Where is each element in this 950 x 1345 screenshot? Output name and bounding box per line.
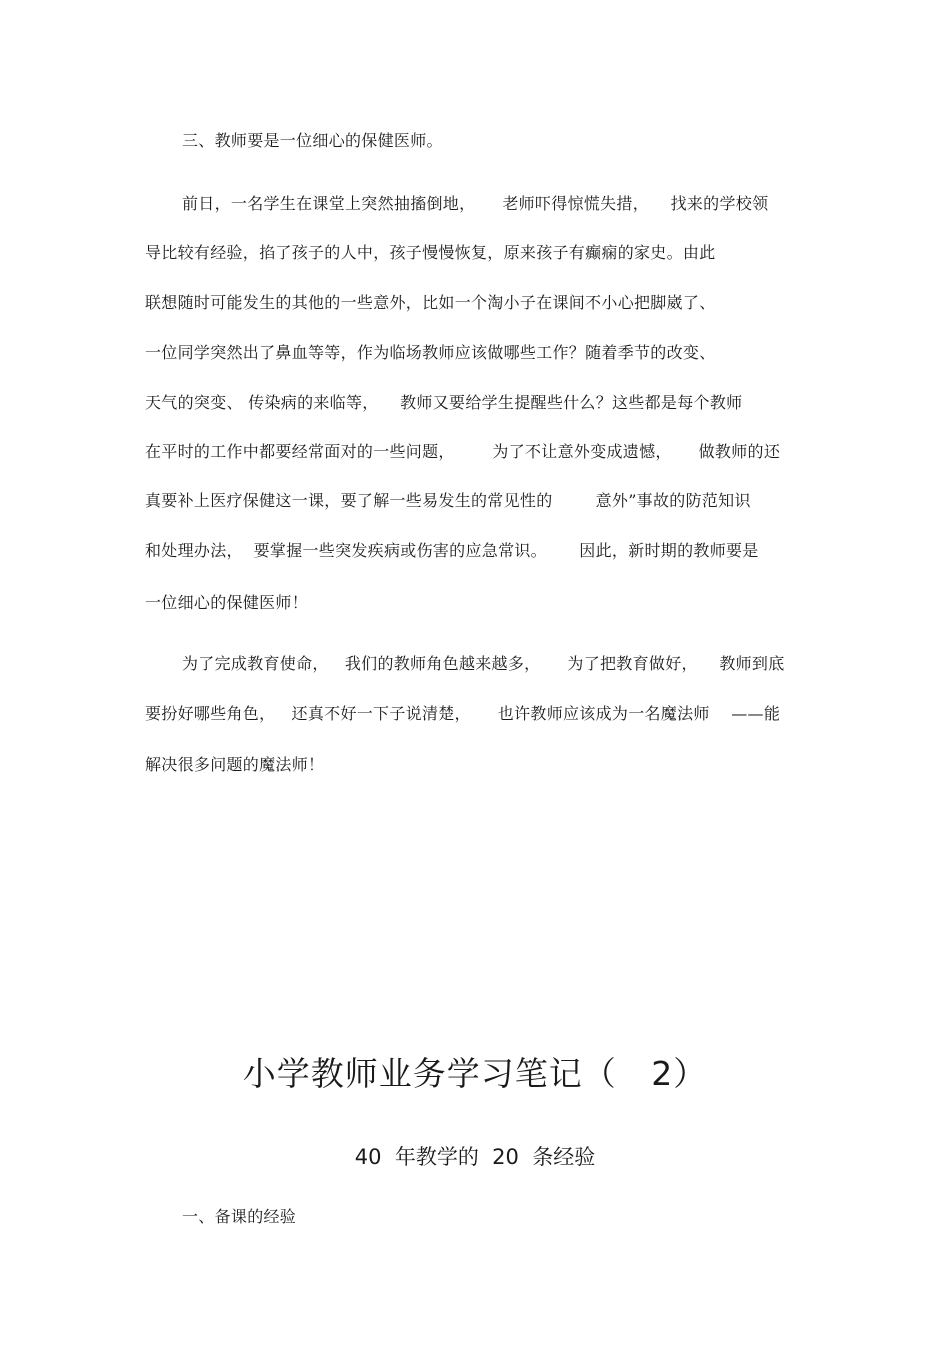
section-heading: 三、教师要是一位细心的保健医师。 [182,131,443,150]
paragraph-line: 导比较有经验，掐了孩子的人中，孩子慢慢恢复，原来孩子有癫痫的家史。由此 [145,243,716,262]
paragraph-line: 在平时的工作中都要经常面对的一些问题， 为了不让意外变成遗憾， 做教师的还 [145,442,781,461]
section-heading: 一、备课的经验 [182,1207,297,1226]
paragraph-line: 前日，一名学生在课堂上突然抽搐倒地， 老师吓得惊慌失措， 找来的学校领 [182,194,769,213]
paragraph-line: 天气的突变、 传染病的来临等， 教师又要给学生提醒些什么？这些都是每个教师 [145,393,743,412]
paragraph-line: 和处理办法， 要掌握一些突发疾病或伤害的应急常识。 因此，新时期的教师要是 [145,541,759,560]
document-title: 小学教师业务学习笔记（ 2） [242,1054,708,1093]
paragraph-line: 一位细心的保健医师！ [145,593,309,612]
paragraph-line: 为了完成教育使命， 我们的教师角色越来越多， 为了把教育做好， 教师到底 [182,654,785,673]
paragraph-line: 联想随时可能发生的其他的一些意外，比如一个淘小子在课间不小心把脚崴了、 [145,293,716,312]
paragraph-line: 要扮好哪些角色， 还真不好一下子说清楚， 也许教师应该成为一名魔法师 ——能 [145,704,781,723]
paragraph-line: 解决很多问题的魔法师！ [145,755,325,774]
paragraph-line: 真要补上医疗保健这一课，要了解一些易发生的常见性的 意外”事故的防范知识 [145,491,751,510]
document-subtitle: 40 年教学的 20 条经验 [354,1145,596,1169]
paragraph-line: 一位同学突然出了鼻血等等，作为临场教师应该做哪些工作？随着季节的改变、 [145,343,716,362]
